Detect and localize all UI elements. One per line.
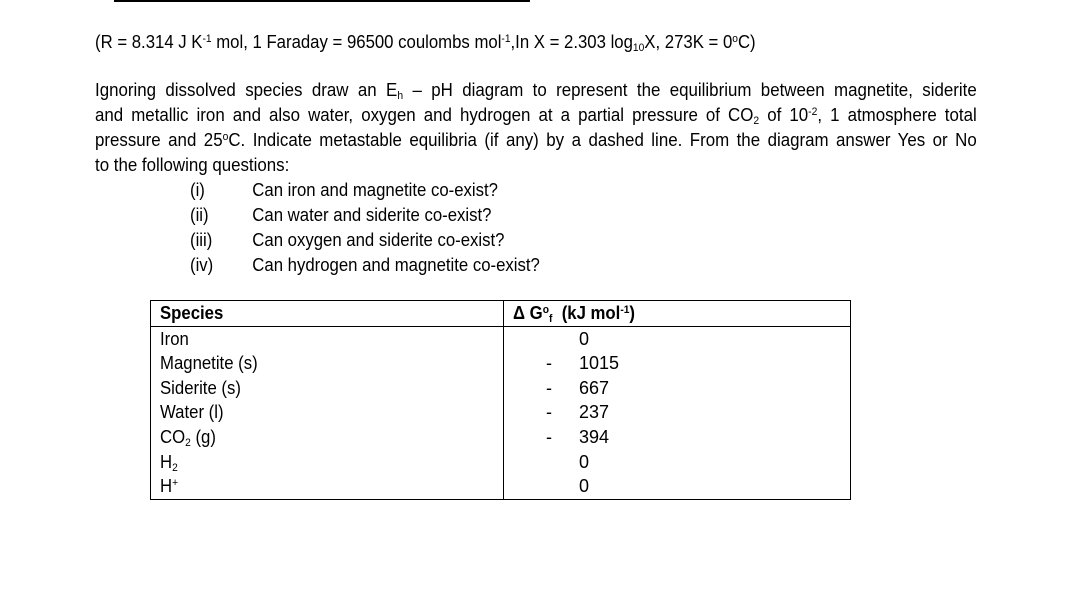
value-cell: 0 [504,450,851,475]
top-rule [114,0,530,2]
species-cell: H+ [151,474,504,499]
table-row [151,474,851,499]
value-cell: - 1015 [504,351,851,376]
sub-question: (ii) Can water and siderite co-exist? [190,205,492,225]
table-row [151,376,851,401]
table-row [151,425,851,450]
question-line-4: to the following questions: [95,155,290,175]
species-cell: $CO_2$ (g) [151,425,504,450]
table-row [151,326,851,351]
value-cell: 0 [504,474,851,499]
table-header-row [151,301,851,327]
table-row [151,400,851,425]
value-cell: - 394 [504,425,851,450]
value-cell: 0 [504,326,851,351]
sub-question: (iii) Can oxygen and siderite co-exist? [190,230,505,250]
question-paragraph [95,78,977,178]
question-line-2: and metallic iron and also water, oxygen and hydrogen at a partial pressure of $CO_2$ of $10^{-2}$, 1 atmosphere total [95,105,977,127]
value-cell: - 667 [504,376,851,401]
species-cell: Siderite (s) [151,376,504,401]
table-row [151,450,851,475]
species-cell: Magnetite (s) [151,351,504,376]
table-row [151,351,851,376]
value-cell: - 237 [504,400,851,425]
gibbs-energy-header: Δ $G^o_f$ (kJ mol$^{-1}$) [504,301,851,327]
sub-question: (i) Can iron and magnetite co-exist? [190,180,498,200]
species-cell: Iron [151,326,504,351]
species-header: Species [151,301,504,327]
sub-question-list [190,178,566,278]
constants-line: (R = 8.314 J $K^{-1}$ mol, 1 Faraday = 96500 coulombs mol$^{-1}$,In X = 2.303 $\log_{10}X$, $273K = 0^oC$) [95,32,756,54]
species-cell: $H_2$ [151,450,504,475]
gibbs-energy-table [150,300,851,500]
question-line-3: pressure and 25$^o$C. Indicate metastable equilibria (if any) by a dashed line. From the diagram answer Yes or No [95,130,977,150]
sub-question: (iv) Can hydrogen and magnetite co-exist? [190,255,540,275]
species-cell: Water (l) [151,400,504,425]
question-line-1: Ignoring dissolved species draw an $E_h$ – pH diagram to represent the equilibrium between magnetite, siderite [95,80,977,102]
